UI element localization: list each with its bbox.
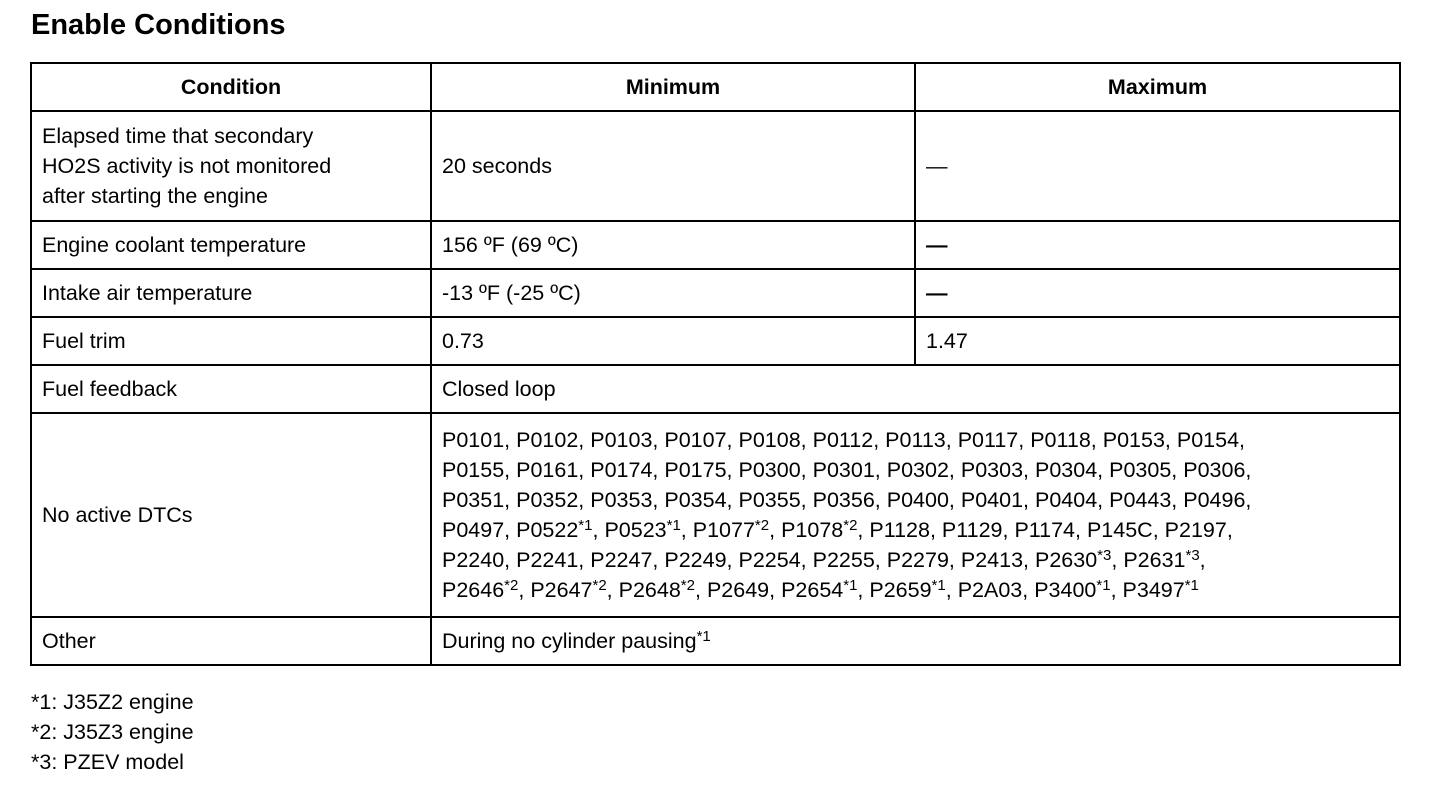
dtc-code: P0443 <box>1109 488 1172 512</box>
dtc-code: P0400 <box>886 488 949 512</box>
dtc-code: P0305 <box>1109 458 1172 482</box>
dtc-code: P0300 <box>738 458 801 482</box>
dtc-code: P0352 <box>516 488 579 512</box>
minimum-cell: 156 ºF (69 ºC) <box>431 221 915 269</box>
table-row <box>31 111 1400 221</box>
footnote-ref: *1 <box>578 517 593 534</box>
dtc-code: P0304 <box>1035 458 1098 482</box>
page-title: Enable Conditions <box>31 9 286 41</box>
dtc-code: P0113 <box>885 428 946 452</box>
dtc-code: P0353 <box>590 488 653 512</box>
dtc-code: P2247 <box>590 548 653 572</box>
dtc-code: P0154 <box>1176 428 1240 452</box>
dtc-code: P0101 <box>442 428 505 452</box>
dtc-code: P3400 <box>1034 578 1097 602</box>
minimum-cell: -13 ºF (-25 ºC) <box>431 269 915 317</box>
footnote-ref: *1 <box>696 628 711 645</box>
dtc-code: P2649 <box>706 578 770 602</box>
dtc-code: P0155 <box>442 458 505 482</box>
table-row <box>31 413 1400 617</box>
dtc-code: P0107 <box>664 428 727 452</box>
dtc-code: P0153 <box>1102 428 1165 452</box>
dtc-code: P2413 <box>960 548 1024 572</box>
condition-cell: Fuel trim <box>31 317 431 365</box>
dtc-code: P3497 <box>1122 578 1185 602</box>
dtc-code: P0117 <box>957 428 1019 452</box>
minimum-cell: 0.73 <box>431 317 915 365</box>
dtc-code: P0497 <box>442 518 505 542</box>
dtc-code: P1129 <box>941 518 1003 542</box>
dtc-code: P2A03 <box>957 578 1023 602</box>
dtc-code: P0112 <box>812 428 874 452</box>
dtc-code: P0175 <box>664 458 727 482</box>
dtc-code: P2255 <box>812 548 875 572</box>
dtc-code: P2249 <box>664 548 727 572</box>
dtc-code: P2279 <box>886 548 949 572</box>
footnote-ref: *2 <box>680 577 695 594</box>
dtc-code: P2654 <box>781 578 844 602</box>
dtc-code: P2254 <box>738 548 801 572</box>
dtc-code: P1078 <box>781 518 844 542</box>
condition-line: after starting the engine <box>42 184 268 208</box>
dtc-code: P0523 <box>604 518 667 542</box>
dtc-code: P2631 <box>1123 548 1186 572</box>
enable-conditions-table <box>30 62 1401 666</box>
value-cell: Closed loop <box>431 365 1400 413</box>
dtc-code: P0118 <box>1030 428 1091 452</box>
table-row <box>31 365 1400 413</box>
dtc-code: P0355 <box>738 488 801 512</box>
maximum-cell: 1.47 <box>915 317 1400 365</box>
dtc-code: P2240 <box>442 548 505 572</box>
footnote-ref: *2 <box>504 577 519 594</box>
footnotes <box>31 687 194 777</box>
dtc-code: P0303 <box>960 458 1024 482</box>
dtc-code: P0404 <box>1035 488 1098 512</box>
footnote-ref: *1 <box>1096 577 1111 594</box>
table-row <box>31 221 1400 269</box>
condition-line: Elapsed time that secondary <box>42 124 314 148</box>
dtc-code: P1128 <box>869 518 930 542</box>
dtc-code: P1077 <box>692 518 755 542</box>
footnote-ref: *3 <box>1097 547 1112 564</box>
minimum-cell: 20 seconds <box>431 111 915 221</box>
dtc-code: P2630 <box>1035 548 1098 572</box>
dtc-code: P0354 <box>664 488 727 512</box>
maximum-cell: — <box>915 221 1400 269</box>
dtc-code: P0522 <box>516 518 579 542</box>
dtc-code: P0401 <box>960 488 1024 512</box>
value-text: During no cylinder pausing <box>442 629 697 653</box>
maximum-cell: — <box>915 269 1400 317</box>
footnote-ref: *2 <box>592 577 607 594</box>
dtc-code: P2197 <box>1164 518 1227 542</box>
dtc-code: P0161 <box>516 458 579 482</box>
dtc-code: P145C <box>1086 518 1153 542</box>
footnote-ref: *1 <box>666 517 681 534</box>
header-condition: Condition <box>31 63 431 111</box>
footnote-ref: *1 <box>843 577 858 594</box>
footnote-ref: *3 <box>1185 547 1200 564</box>
dtc-code: P0302 <box>886 458 949 482</box>
dtc-code: P2648 <box>618 578 681 602</box>
dtc-code: P1174 <box>1014 518 1076 542</box>
condition-cell: Fuel feedback <box>31 365 431 413</box>
condition-cell: Engine coolant temperature <box>31 221 431 269</box>
dtc-list: P0101, P0102, P0103, P0107, P0108, P0112, P0113, P0117, P0118, P0153, P0154, P0155, P0161, P0174, P0175, P0300, P0301, P0302, P0303, P0304, P0305, P0306, P0351, P0352, P0353, P0354, P0355, P0356, P0400, P0401, P0404, P0443, P0496, P0497, P0522$^{*1}$, P0523$^{*1}$, P1077$^{*2}$, P1078$^{*2}$, P1128, P1129, P1174, P145C, P2197, P2240, P2241, P2247, P2249, P2254, P2255, P2279, P2413, P2630$^{*3}$, P2631$^{*3}$, P2646$^{*2}$, P2647$^{*2}$, P2648$^{*2}$, P2649, P2654$^{*1}$, P2659$^{*1}$, P2A03, P3400$^{*1}$, P3497$^{*1}$ <box>431 413 1400 617</box>
footnote-ref: *1 <box>931 577 946 594</box>
dtc-code: P0496 <box>1183 488 1246 512</box>
dtc-code: P0351 <box>442 488 505 512</box>
dtc-code: P0174 <box>590 458 653 482</box>
value-cell <box>431 617 1400 665</box>
dtc-code: P0102 <box>516 428 579 452</box>
condition-cell <box>31 111 431 221</box>
condition-cell: Intake air temperature <box>31 269 431 317</box>
footnote: *2: J35Z3 engine <box>31 720 194 744</box>
dtc-code: P0306 <box>1183 458 1246 482</box>
table-row <box>31 269 1400 317</box>
condition-line: HO2S activity is not monitored <box>42 154 332 178</box>
dtc-code: P0103 <box>590 428 653 452</box>
footnote: *3: PZEV model <box>31 750 184 774</box>
dtc-code: P2659 <box>869 578 932 602</box>
footnote: *1: J35Z2 engine <box>31 690 194 714</box>
condition-cell: Other <box>31 617 431 665</box>
dtc-code: P2647 <box>530 578 593 602</box>
maximum-cell: — <box>915 111 1400 221</box>
condition-cell: No active DTCs <box>31 413 431 617</box>
footnote-ref: *2 <box>754 517 770 534</box>
dtc-code: P2646 <box>442 578 505 602</box>
footnote-ref: *1 <box>1184 577 1199 594</box>
footnote-ref: *2 <box>843 517 858 534</box>
dtc-code: P0301 <box>812 458 875 482</box>
dtc-code: P0356 <box>812 488 875 512</box>
table-row <box>31 317 1400 365</box>
header-maximum: Maximum <box>915 63 1400 111</box>
table-row <box>31 617 1400 665</box>
table-header-row <box>31 63 1400 111</box>
dtc-code: P2241 <box>516 548 579 572</box>
dtc-code: P0108 <box>738 428 801 452</box>
header-minimum: Minimum <box>431 63 915 111</box>
